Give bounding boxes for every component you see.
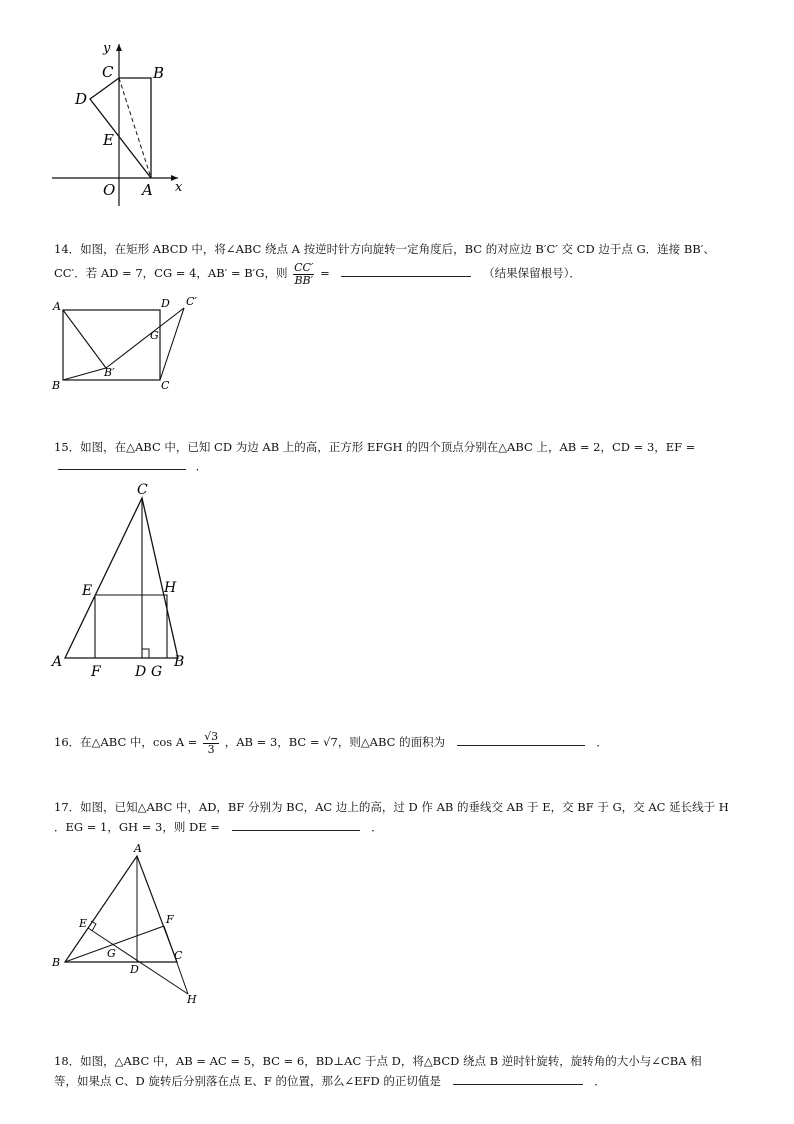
q16-fraction bbox=[203, 731, 219, 756]
q15-answer-blank[interactable] bbox=[58, 457, 186, 470]
label-B: B bbox=[52, 379, 61, 392]
q17-line2 bbox=[54, 818, 383, 835]
q16-line bbox=[54, 728, 608, 756]
q17-answer-blank[interactable] bbox=[232, 818, 360, 831]
label-G: G bbox=[107, 947, 116, 960]
label-G: G bbox=[150, 329, 159, 342]
label-B: B bbox=[174, 654, 185, 670]
label-G: G bbox=[151, 664, 163, 680]
label-A: A bbox=[53, 300, 61, 313]
q16-frac-num: √3 bbox=[204, 729, 219, 743]
label-A: A bbox=[52, 654, 63, 670]
label-D: D bbox=[161, 297, 170, 310]
label-C: C bbox=[174, 949, 183, 962]
q15-line1: 15．如图，在△ABC 中，已知 CD 为边 AB 上的高，正方形 EFGH 的四个顶点分别在△ABC 上，AB = 2，CD = 3，EF = bbox=[54, 440, 696, 454]
label-D: D bbox=[135, 664, 147, 680]
label-C1: C′ bbox=[186, 295, 197, 308]
q17-text-b: ． bbox=[371, 820, 383, 834]
q14-frac-num: CC′ bbox=[294, 260, 314, 274]
label-H: H bbox=[187, 993, 197, 1006]
q14-answer-blank[interactable] bbox=[341, 264, 471, 277]
label-C: C bbox=[161, 379, 170, 392]
q14-line2 bbox=[54, 259, 581, 287]
label-D: D bbox=[75, 90, 88, 108]
label-F: F bbox=[166, 913, 174, 926]
q17-line1: 17．如图，已知△ABC 中，AD，BF 分别为 BC，AC 边上的高，过 D 作 AB 的垂线交 AB 于 E，交 BF 于 G，交 AC 延长线于 H bbox=[54, 800, 729, 814]
figure-q14 bbox=[48, 292, 208, 392]
label-O: O bbox=[103, 181, 116, 199]
q15-line2 bbox=[58, 457, 207, 474]
q16-frac-den: 3 bbox=[207, 742, 215, 756]
label-x: x bbox=[175, 180, 183, 195]
q16-answer-blank[interactable] bbox=[457, 733, 585, 746]
label-E: E bbox=[82, 583, 93, 599]
q18-text-b: ． bbox=[594, 1074, 606, 1088]
label-D: D bbox=[130, 963, 139, 976]
q14-fraction bbox=[293, 262, 314, 287]
label-E: E bbox=[79, 917, 88, 930]
label-y: y bbox=[103, 41, 111, 56]
label-E: E bbox=[103, 131, 114, 149]
q18-line1: 18．如图，△ABC 中，AB = AC = 5，BC = 6，BD⊥AC 于点 D，将△BCD 绕点 B 逆时针旋转，旋转角的大小与∠CBA 相 bbox=[54, 1054, 702, 1068]
q14-frac-den: BB′ bbox=[294, 273, 314, 287]
q14-text-a: CC′．若 AD = 7，CG = 4，AB′ = B′G，则 bbox=[54, 266, 288, 280]
figure-q13 bbox=[40, 38, 200, 208]
q18-answer-blank[interactable] bbox=[453, 1072, 583, 1085]
label-B1: B′ bbox=[104, 366, 115, 379]
q18-text-a: 等，如果点 C、D 旋转后分别落在点 E、F 的位置，那么∠EFD 的正切值是 bbox=[54, 1074, 441, 1088]
label-B: B bbox=[153, 64, 165, 82]
q16-text-a: 16．在△ABC 中，cos A = bbox=[54, 735, 198, 749]
q14-text-b: = bbox=[320, 266, 330, 280]
label-C: C bbox=[137, 482, 148, 498]
label-C: C bbox=[102, 63, 114, 81]
label-A: A bbox=[142, 181, 153, 199]
label-H: H bbox=[164, 580, 177, 596]
q16-text-b: ，AB = 3，BC = √7，则△ABC 的面积为 bbox=[224, 735, 446, 749]
label-A: A bbox=[134, 842, 142, 855]
q18-line2 bbox=[54, 1072, 606, 1089]
q14-text-c: （结果保留根号）． bbox=[483, 266, 581, 280]
q15-text-end: ． bbox=[195, 459, 208, 473]
figure-q17 bbox=[48, 840, 208, 1010]
q16-text-c: ． bbox=[596, 735, 608, 749]
figure-q15 bbox=[48, 478, 198, 683]
label-F: F bbox=[91, 664, 101, 680]
q17-text-a: ．EG = 1，GH = 3，则 DE = bbox=[54, 820, 220, 834]
label-B: B bbox=[52, 956, 61, 969]
q14-line1: 14．如图，在矩形 ABCD 中，将∠ABC 绕点 A 按逆时针方向旋转一定角度后，BC 的对应边 B′C′ 交 CD 边于点 G．连接 BB′、 bbox=[54, 242, 715, 256]
